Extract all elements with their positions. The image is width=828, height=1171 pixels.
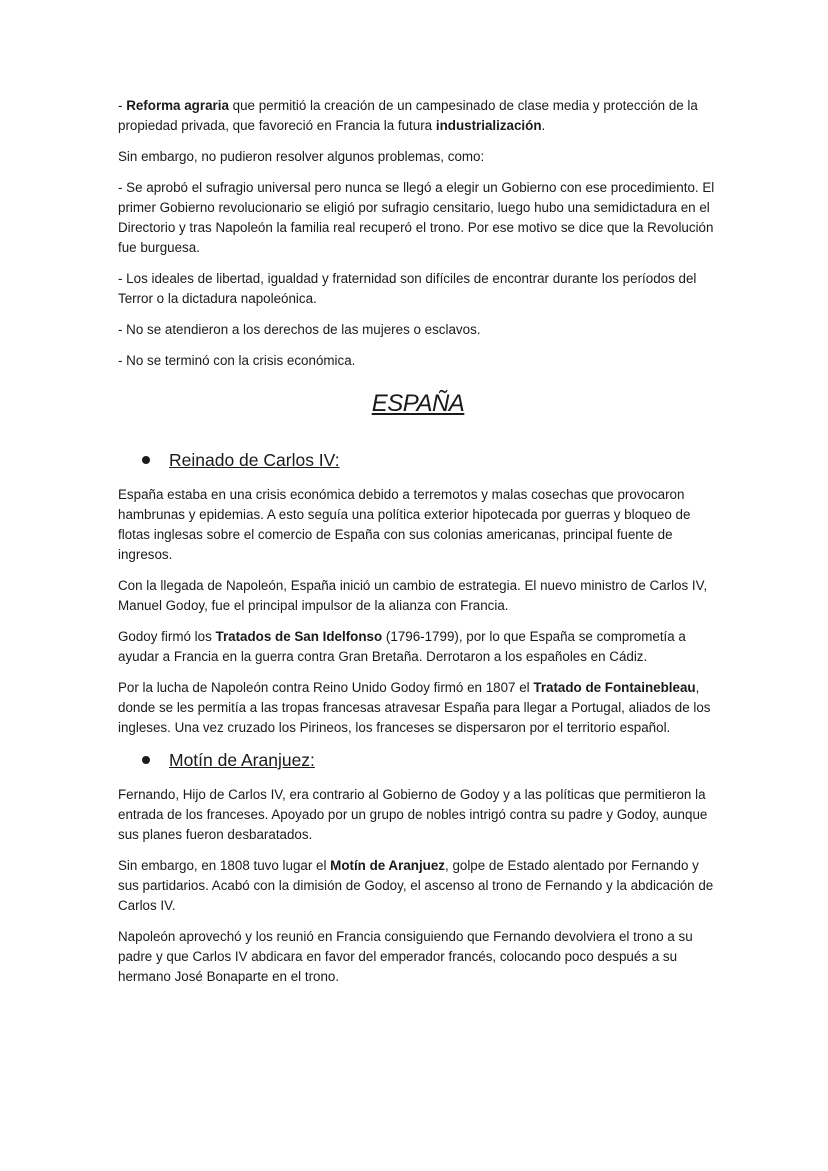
paragraph-text: Godoy firmó los <box>118 629 216 644</box>
heading-motin-aranjuez <box>142 749 718 771</box>
sin-embargo-paragraph: Sin embargo, no pudieron resolver algunos problemas, como: <box>118 149 485 164</box>
napoleon-aprovecho-paragraph: Napoleón aprovechó y los reunió en Francia consiguiendo que Fernando devolviera el trono a su padre y que Carlos IV abdicara en favor del emperador francés, colocando poco después a su hermano José Bonaparte en el trono. <box>118 929 693 984</box>
derechos-paragraph: - No se atendieron a los derechos de las mujeres o esclavos. <box>118 322 481 337</box>
bold-term-industrializacion: industrialización <box>435 118 542 133</box>
bold-term-tratados: Tratados de San Idelfonso <box>215 629 383 644</box>
tratado-fontainebleau-paragraph <box>118 678 718 738</box>
bullet-icon <box>142 756 150 764</box>
document-page <box>118 96 718 998</box>
paragraph-text: que permitió la creación de un campesinado de clase media y protección de la propiedad privada, que favoreció en Francia la futura <box>118 98 698 133</box>
paragraph-text: . <box>541 118 546 133</box>
paragraph-text: , golpe de Estado alentado por Fernando y sus partidarios. Acabó con la dimisión de Godoy, el ascenso al trono de Fernando y la abdicación de Carlos IV. <box>118 858 714 913</box>
bold-term-reforma-agraria: Reforma agraria <box>126 98 229 113</box>
heading-reinado-carlos-iv <box>142 449 718 471</box>
llegada-napoleon-paragraph: Con la llegada de Napoleón, España inició un cambio de estrategia. El nuevo ministro de Carlos IV, Manuel Godoy, fue el principal impulsor de la alianza con Francia. <box>118 578 708 613</box>
tratados-san-idelfonso-paragraph <box>118 627 718 667</box>
sufragio-paragraph: - Se aprobó el sufragio universal pero nunca se llegó a elegir un Gobierno con ese procedimiento. El primer Gobierno revolucionario se eligió por sufragio censitario, luego hubo una semidictadura en el Directorio y tras Napoleón la familia real recuperó el trono. Por ese motivo se dice que la Revolución fue burguesa. <box>118 180 715 255</box>
heading-text: Reinado de Carlos IV: <box>169 450 340 470</box>
fernando-paragraph: Fernando, Hijo de Carlos IV, era contrario al Gobierno de Godoy y a las políticas que permitieron la entrada de los franceses. Apoyado por un grupo de nobles intrigó contra su padre y Godoy, aunque sus planes fueron desbaratados. <box>118 787 708 842</box>
bullet-icon <box>142 456 150 464</box>
paragraph-prefix: - <box>118 98 127 113</box>
crisis-economica-paragraph: España estaba en una crisis económica debido a terremotos y malas cosechas que provocaron hambrunas y epidemias. A esto seguía una política exterior hipotecada por guerras y bloqueo de flotas inglesas sobre el comercio de España con sus colonias americanas, principal fuente de ingresos. <box>118 487 691 562</box>
bold-term-fontainebleau: Tratado de Fontainebleau <box>533 680 696 695</box>
paragraph-text: Sin embargo, en 1808 tuvo lugar el <box>118 858 331 873</box>
heading-text: Motín de Aranjuez: <box>169 750 315 770</box>
reforma-agraria-paragraph <box>118 96 718 136</box>
paragraph-text: (1796-1799), por lo que España se comprometía a ayudar a Francia en la guerra contra Gran Bretaña. Derrotaron a los españoles en Cádiz. <box>118 629 686 664</box>
paragraph-text: , donde se les permitía a las tropas francesas atravesar España para llegar a Portugal, aliados de los ingleses. Una vez cruzado los Pirineos, los franceses se dispersaron por el territorio español. <box>118 680 711 735</box>
section-title-espana: ESPAÑA <box>371 390 465 417</box>
paragraph-text: Por la lucha de Napoleón contra Reino Unido Godoy firmó en 1807 el <box>118 680 534 695</box>
ideales-paragraph: - Los ideales de libertad, igualdad y fraternidad son difíciles de encontrar durante los períodos del Terror o la dictadura napoleónica. <box>118 271 697 306</box>
motin-aranjuez-paragraph <box>118 856 718 916</box>
crisis-paragraph: - No se terminó con la crisis económica. <box>118 353 356 368</box>
bold-term-motin: Motín de Aranjuez <box>330 858 445 873</box>
